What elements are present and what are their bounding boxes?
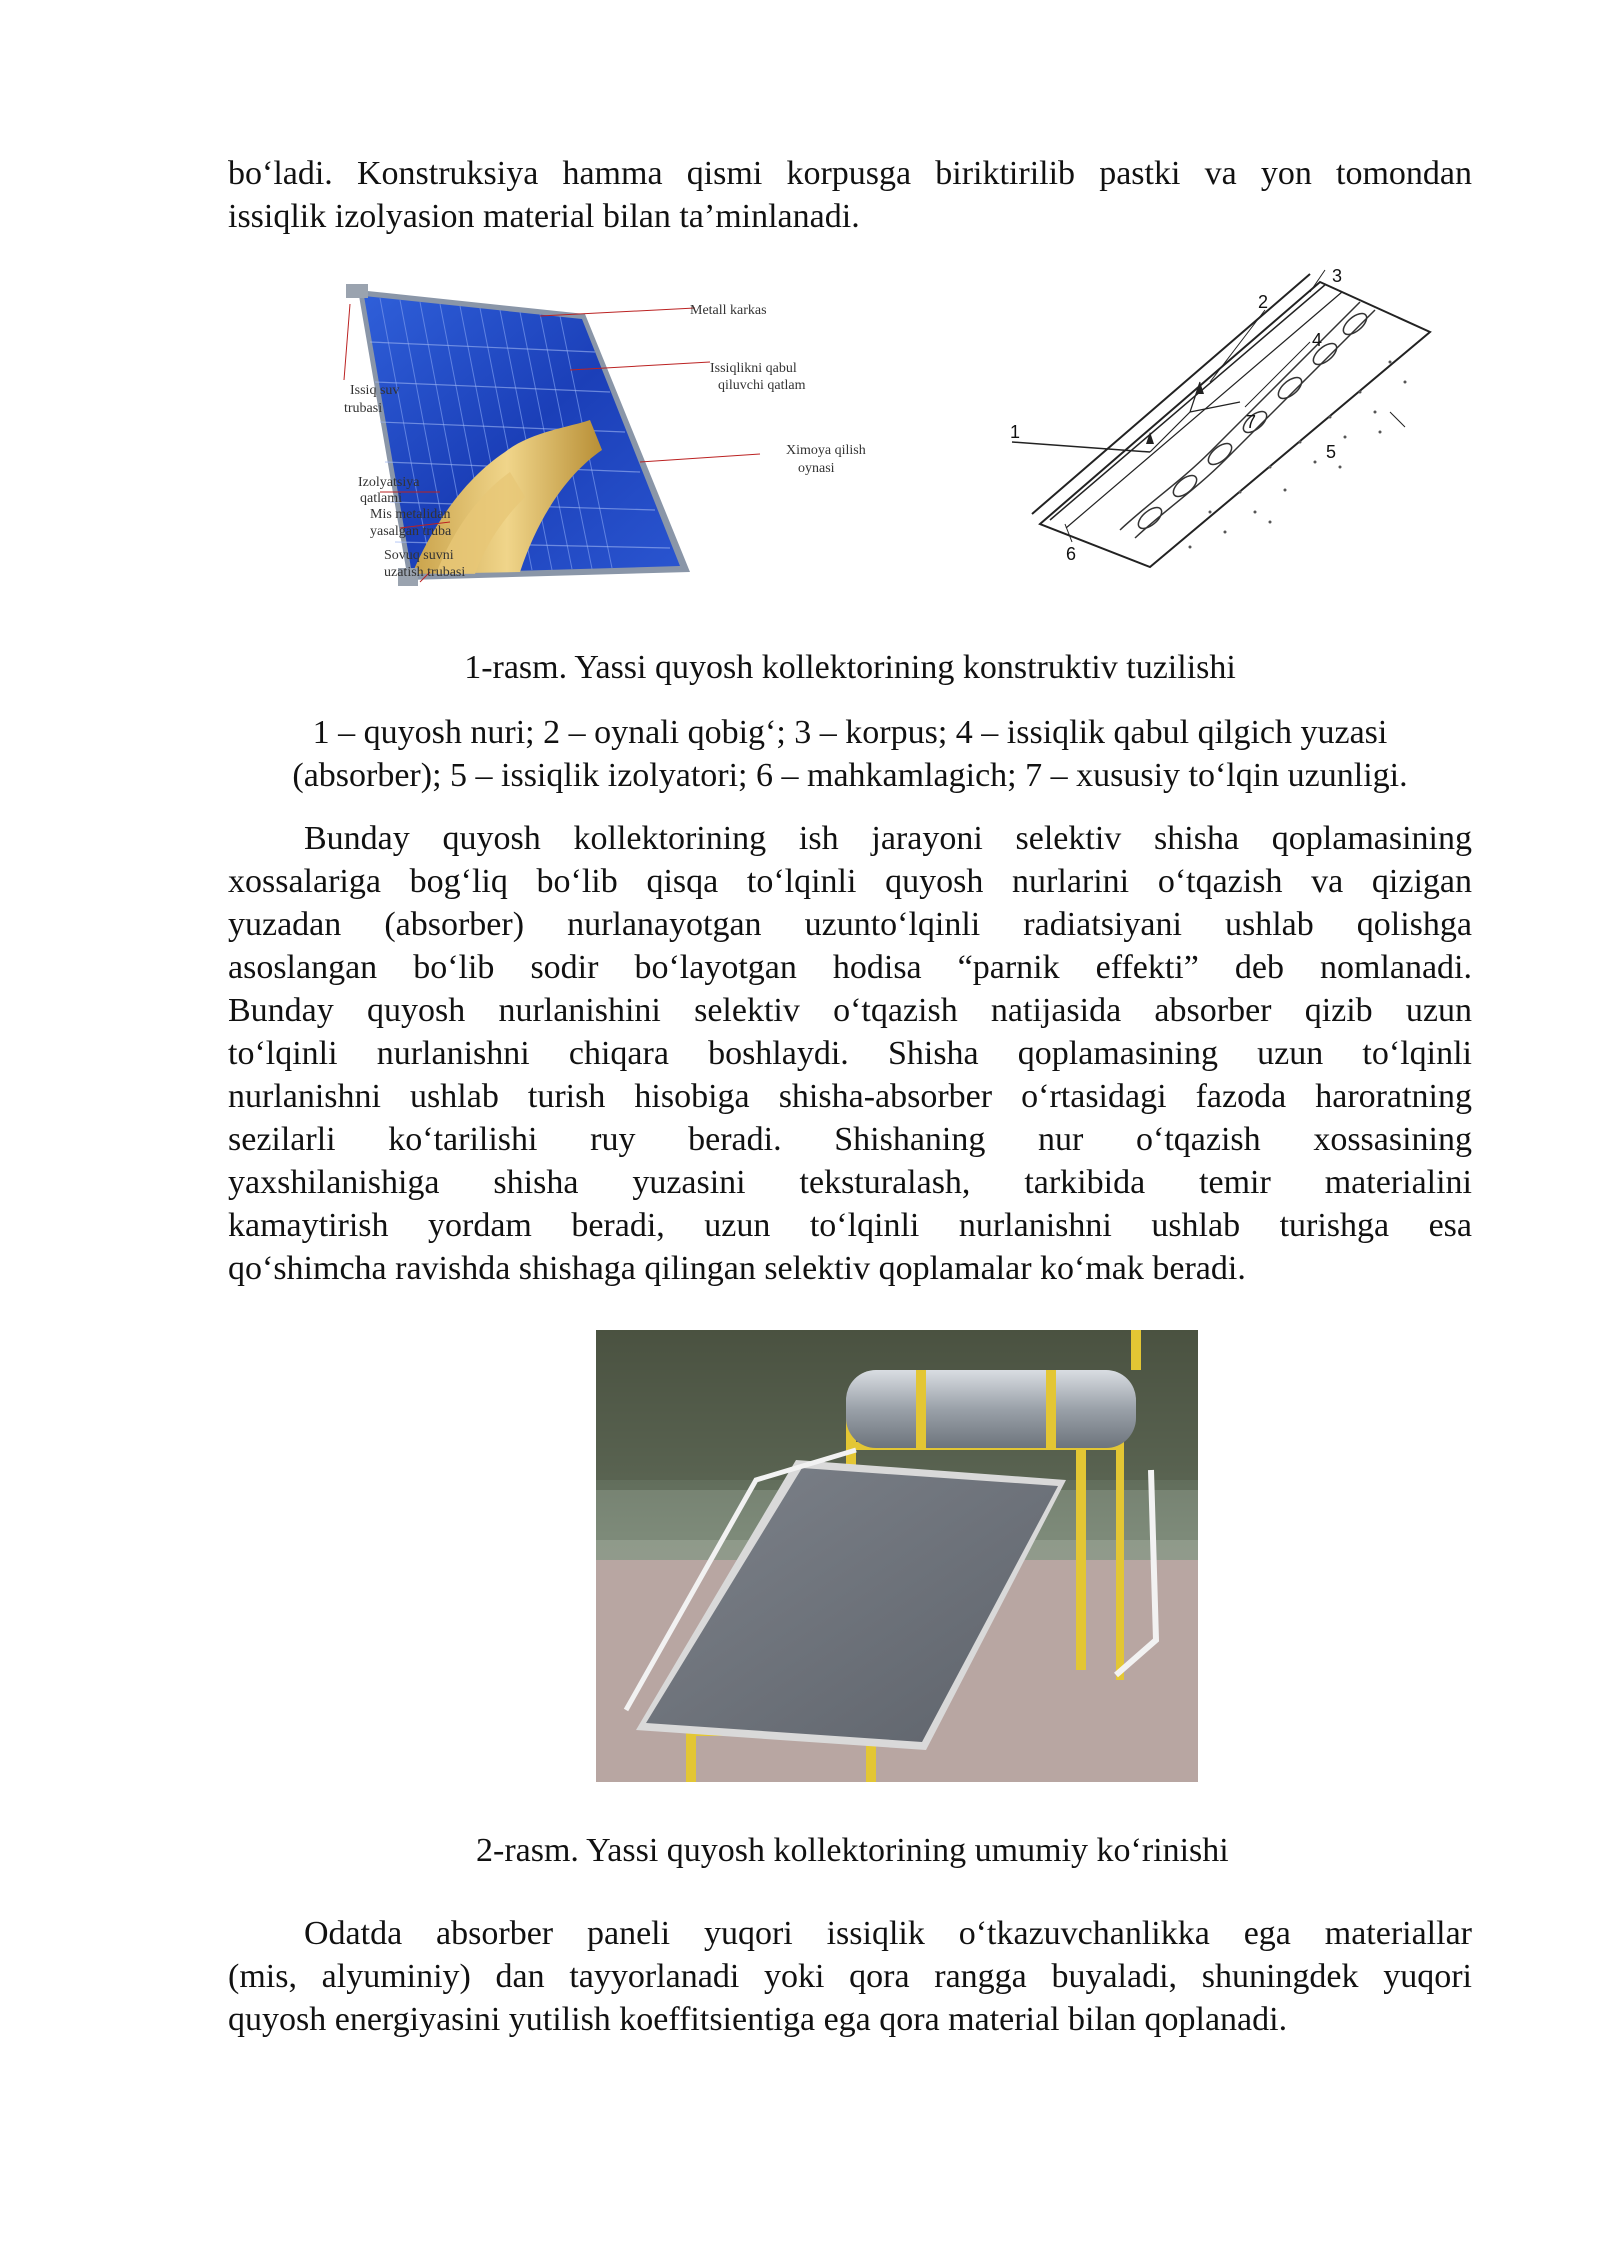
water-tank (846, 1370, 1136, 1448)
diagram-number: 4 (1312, 330, 1323, 350)
paragraph-line: Bunday quyosh kollektorining ish jarayoni selektiv shisha qoplamasining (304, 820, 1472, 857)
paragraph-line: Bunday quyosh nurlanishini selektiv o‘tqazish natijasida absorber qizib uzun (228, 992, 1472, 1029)
figure1-caption: 1-rasm. Yassi quyosh kollektorining konstruktiv tuzilishi (464, 649, 1236, 686)
label-insulation: Izolyatsiya (358, 475, 420, 490)
label-absorber: Issiqlikni qabul (710, 361, 797, 376)
paragraph-line: sezilarli ko‘tarilishi ruy beradi. Shishaning nur o‘tqazish xossasining (228, 1121, 1472, 1158)
label-copper: yasalgan truba (370, 524, 452, 539)
label-hot-pipe: trubasi (344, 401, 383, 416)
label-frame: Metall karkas (690, 303, 767, 318)
paragraph-line: to‘lqinli nurlanishni chiqara boshlaydi. Shisha qoplamasining uzun to‘lqinli (228, 1035, 1472, 1072)
paragraph-line: Odatda absorber paneli yuqori issiqlik o‘tkazuvchanlikka ega materiallar (304, 1915, 1472, 1952)
paragraph-line: asoslangan bo‘lib sodir bo‘layotgan hodisa “parnik effekti” deb nomlanadi. (228, 949, 1472, 986)
label-cold-pipe: Sovuq suvni (384, 548, 454, 563)
hot-water-pipe (346, 284, 368, 298)
label-absorber: qiluvchi qatlam (718, 378, 806, 393)
paragraph-line: qo‘shimcha ravishda shishaga qilingan selektiv qoplamalar ko‘mak beradi. (228, 1250, 1246, 1287)
body-paragraph-2 (228, 1912, 1472, 2041)
diagram-number: 3 (1332, 266, 1343, 286)
figure1-legend (228, 711, 1472, 797)
intro-line: bo‘ladi. Konstruksiya hamma qismi korpusga biriktirilib pastki va yon tomondan (228, 155, 1472, 192)
diagram-number: 2 (1258, 292, 1269, 312)
intro-paragraph (228, 152, 1472, 238)
paragraph-line: (mis, alyuminiy) dan tayyorlanadi yoki qora rangga buyaladi, shuningdek yuqori (228, 1958, 1472, 1995)
diagram-number: 5 (1326, 442, 1337, 462)
paragraph-line: kamaytirish yordam beradi, uzun to‘lqinli nurlanishni ushlab turishga esa (228, 1207, 1472, 1244)
figure2-caption: 2-rasm. Yassi quyosh kollektorining umumiy ko‘rinishi (476, 1832, 1229, 1869)
paragraph-line: nurlanishni ushlab turish hisobiga shisha-absorber o‘rtasidagi fazoda haroratning (228, 1078, 1472, 1115)
label-copper: Mis metalidan (370, 507, 451, 522)
legend-line: 1 – quyosh nuri; 2 – oynali qobig‘; 3 – korpus; 4 – issiqlik qabul qilgich yuzasi (312, 714, 1388, 751)
paragraph-line: xossalariga bog‘liq bo‘lib qisqa to‘lqinli quyosh nurlarini o‘tqazish va qizigan (228, 863, 1472, 900)
collector-section-diagram (1010, 262, 1460, 572)
solar-heater-photo (596, 1330, 1198, 1782)
label-insulation: qatlami (360, 491, 402, 506)
label-cold-pipe: uzatish trubasi (384, 565, 466, 580)
diagram-number: 7 (1246, 412, 1257, 432)
diagram-number: 6 (1066, 544, 1077, 564)
paragraph-line: quyosh energiyasini yutilish koeffitsientiga ega qora material bilan qoplanadi. (228, 2001, 1288, 2038)
housing (1040, 282, 1430, 567)
label-glass: Ximoya qilish (786, 443, 866, 458)
collector-cutaway-figure (340, 282, 900, 594)
label-hot-pipe: Issiq suv (350, 383, 400, 398)
paragraph-line: yuzadan (absorber) nurlanayotgan uzunto‘lqinli radiatsiyani ushlab qolishga (228, 906, 1472, 943)
intro-line: issiqlik izolyasion material bilan ta’minlanadi. (228, 198, 860, 235)
body-paragraph-1 (228, 817, 1472, 1290)
paragraph-line: yaxshilanishiga shisha yuzasini teksturalash, tarkibida temir materialini (228, 1164, 1472, 1201)
label-glass: oynasi (798, 461, 835, 476)
legend-line: (absorber); 5 – issiqlik izolyatori; 6 – mahkamlagich; 7 – xususiy to‘lqin uzunligi. (292, 757, 1408, 794)
diagram-number: 1 (1010, 422, 1021, 442)
